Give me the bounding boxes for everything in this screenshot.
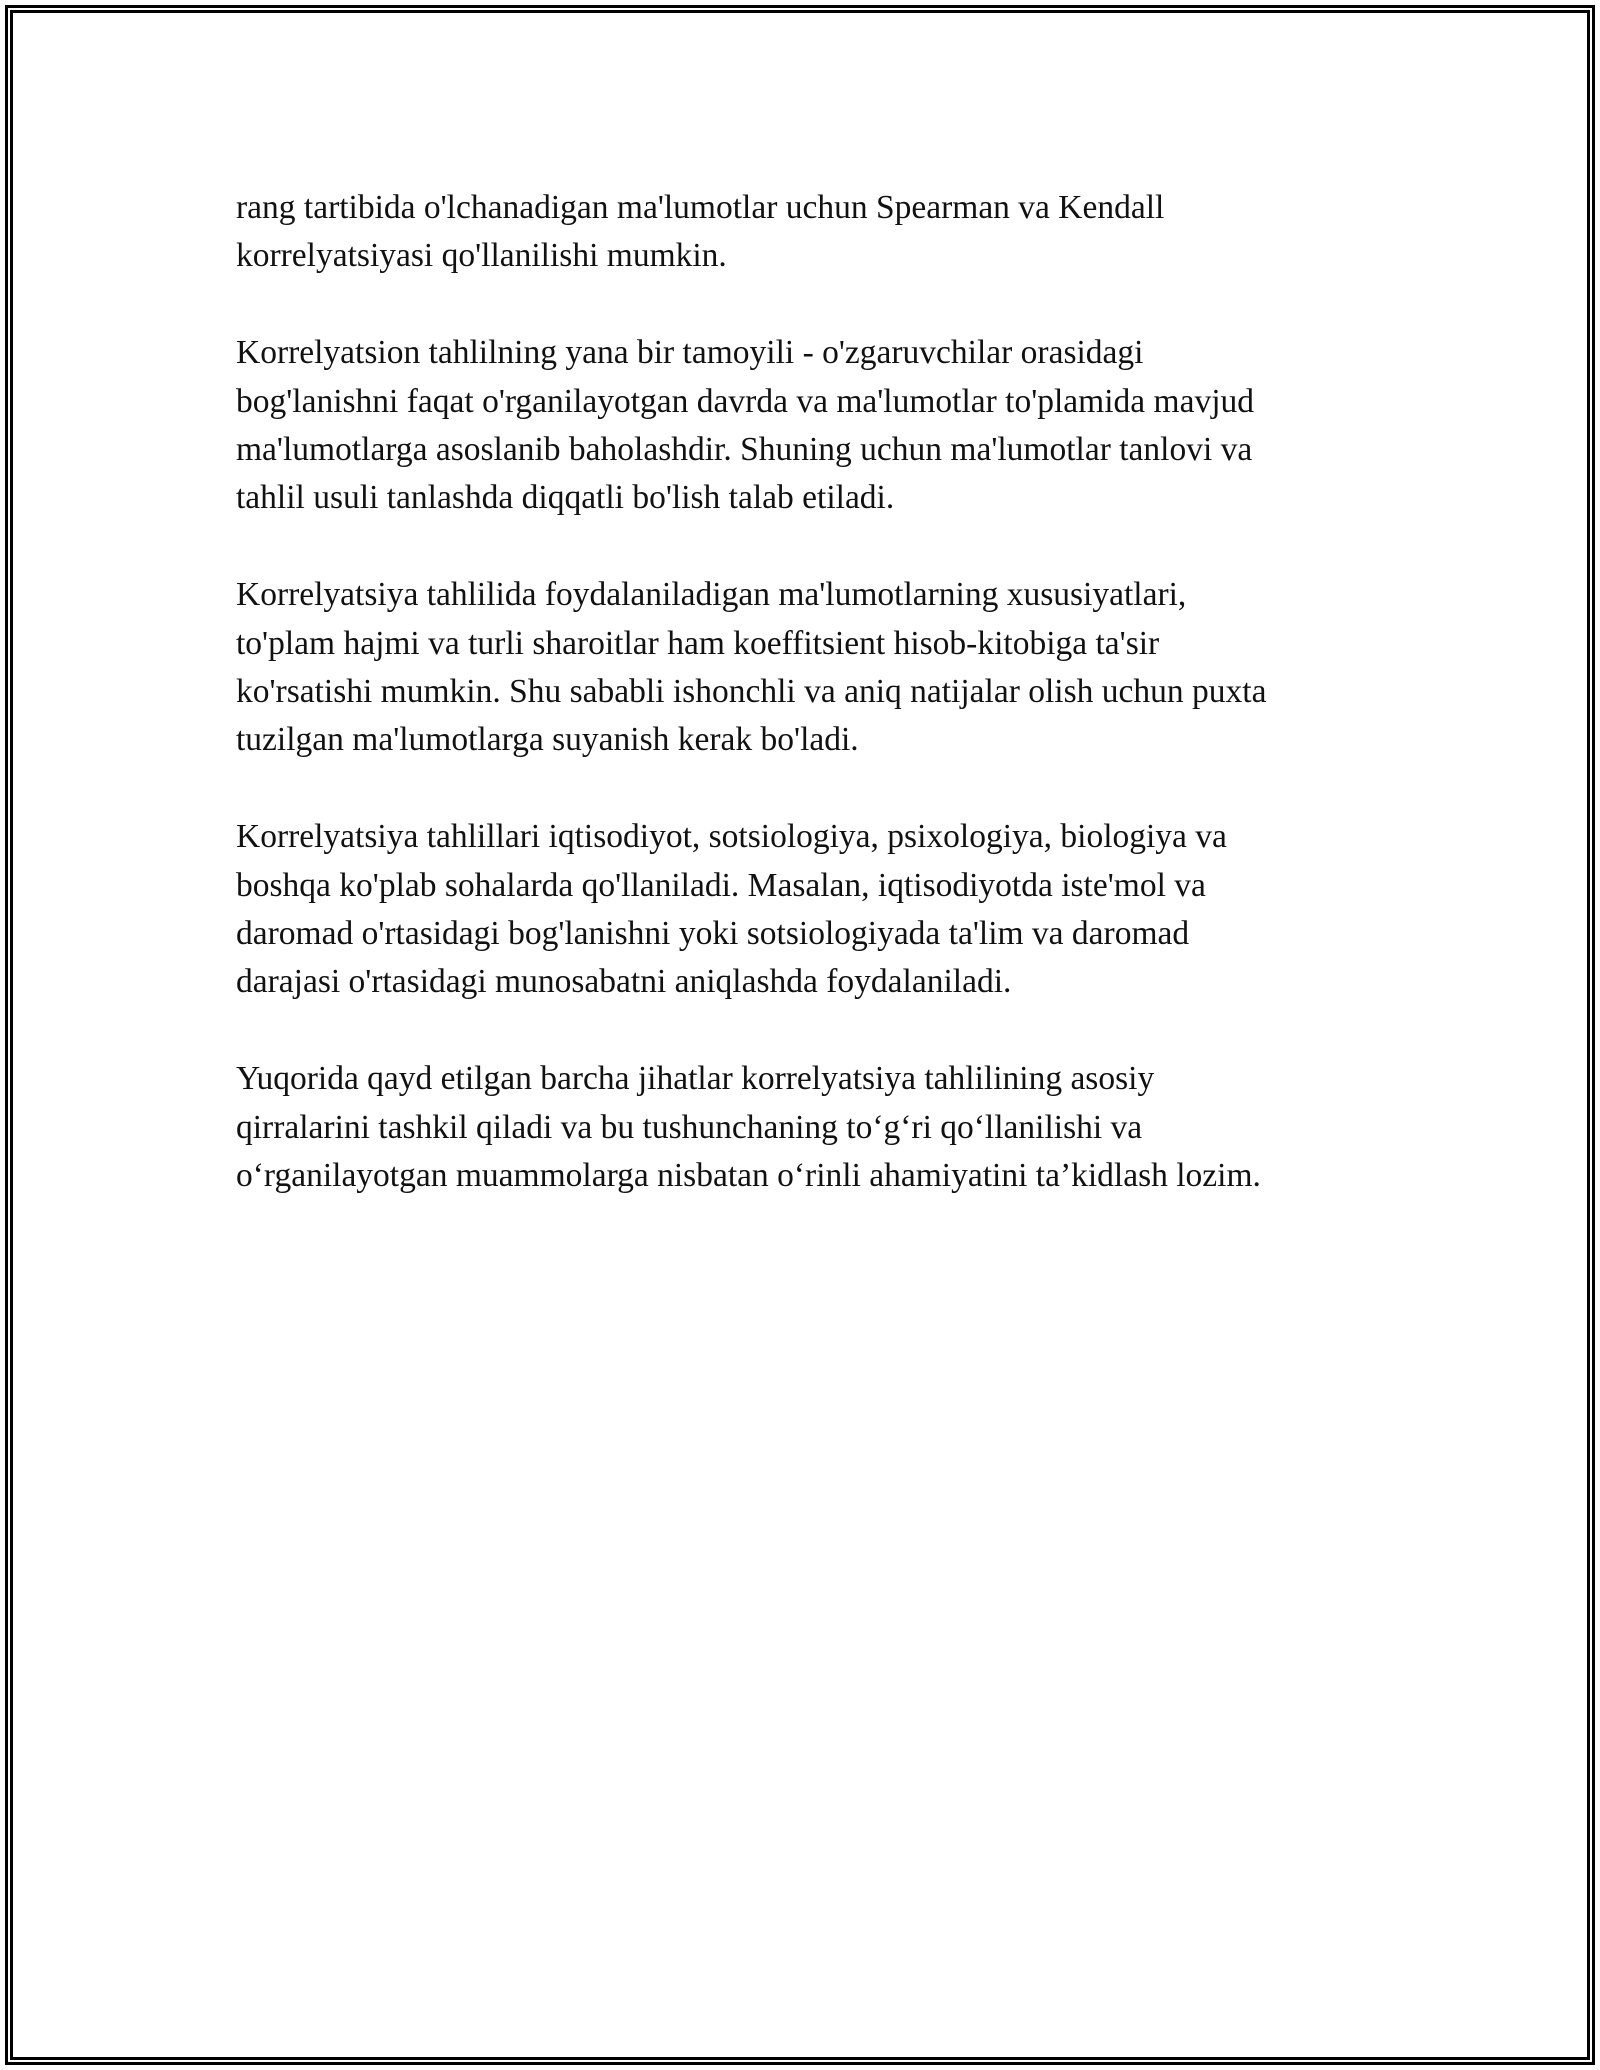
text-line: tahlil usuli tanlashda diqqatli bo'lish talab etiladi. bbox=[236, 479, 895, 517]
paragraph-2 bbox=[236, 329, 1396, 523]
text-line: Korrelyatsiya tahlillari iqtisodiyot, sotsiologiya, psixologiya, biologiya va bbox=[236, 818, 1227, 856]
document-body bbox=[236, 184, 1396, 1249]
paragraph-5 bbox=[236, 1055, 1396, 1200]
text-line: Yuqorida qayd etilgan barcha jihatlar korrelyatsiya tahlilining asosiy bbox=[236, 1060, 1155, 1098]
text-line: daromad o'rtasidagi bog'lanishni yoki sotsiologiyada ta'lim va daromad bbox=[236, 915, 1190, 953]
text-line: ma'lumotlarga asoslanib baholashdir. Shuning uchun ma'lumotlar tanlovi va bbox=[236, 431, 1253, 469]
text-line: boshqa ko'plab sohalarda qo'llaniladi. Masalan, iqtisodiyotda iste'mol va bbox=[236, 866, 1206, 904]
text-line: rang tartibida o'lchanadigan ma'lumotlar uchun Spearman va Kendall bbox=[236, 189, 1165, 226]
text-line: tuzilgan ma'lumotlarga suyanish kerak bo'ladi. bbox=[236, 721, 859, 759]
text-line: qirralarini tashkil qiladi va bu tushunchaning to‘g‘ri qo‘llanilishi va bbox=[236, 1108, 1143, 1146]
paragraph-4 bbox=[236, 813, 1396, 1007]
paragraph-1 bbox=[236, 184, 1396, 281]
text-line: ko'rsatishi mumkin. Shu sababli ishonchli va aniq natijalar olish uchun puxta bbox=[236, 673, 1267, 711]
text-line: Korrelyatsiya tahlilida foydalaniladigan ma'lumotlarning xususiyatlari, bbox=[236, 576, 1187, 614]
text-line: darajasi o'rtasidagi munosabatni aniqlashda foydalaniladi. bbox=[236, 963, 1012, 1001]
text-line: korrelyatsiyasi qo'llanilishi mumkin. bbox=[236, 237, 727, 275]
text-line: Korrelyatsion tahlilning yana bir tamoyili - o'zgaruvchilar orasidagi bbox=[236, 334, 1144, 372]
text-line: o‘rganilayotgan muammolarga nisbatan o‘rinli ahamiyatini ta’kidlash lozim. bbox=[236, 1157, 1261, 1195]
text-line: to'plam hajmi va turli sharoitlar ham koeffitsient hisob-kitobiga ta'sir bbox=[236, 624, 1160, 662]
paragraph-3 bbox=[236, 571, 1396, 765]
text-line: bog'lanishni faqat o'rganilayotgan davrda va ma'lumotlar to'plamida mavjud bbox=[236, 382, 1255, 420]
